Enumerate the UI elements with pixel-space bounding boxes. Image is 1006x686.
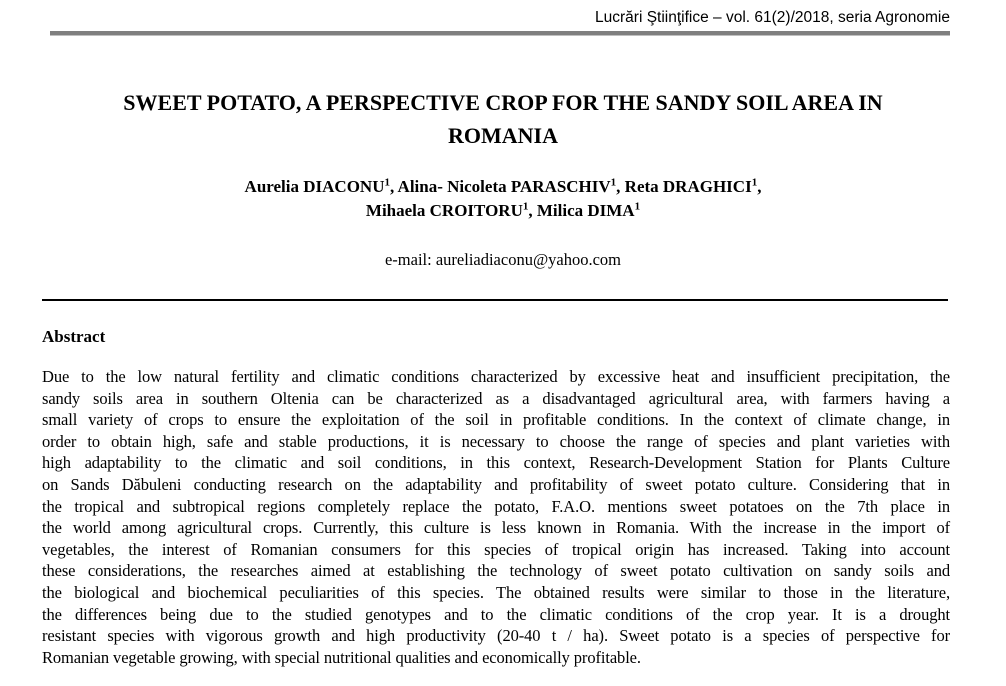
abstract-line: the tropical and subtropical regions completely replace the potato, F.A.O. mentions sweet potatoes on the 7th place in (42, 496, 950, 516)
paper-title (0, 86, 1006, 152)
abstract-line: high adaptability to the climatic and soil conditions, in this context, Research-Development Station for Plants Culture (42, 453, 950, 473)
abstract-line: small variety of crops to ensure the exploitation of the soil in profitable conditions. In the context of climate change, in (42, 410, 950, 430)
authors-block (0, 175, 1006, 223)
paper-title-line: SWEET POTATO, A PERSPECTIVE CROP FOR THE SANDY SOIL AREA IN (123, 90, 883, 115)
abstract-line: the world among agricultural crops. Currently, this culture is less known in Romania. With the increase in the import of (42, 518, 950, 538)
abstract-line: the biological and biochemical peculiarities of this species. The obtained results were similar to those in the literature, (42, 582, 950, 602)
abstract-line: on Sands Dăbuleni conducting research on the adaptability and profitability of sweet potato culture. Considering that in (42, 474, 950, 494)
author-separator: , (757, 177, 762, 196)
authors-line-2 (0, 199, 1006, 223)
abstract-line: Romanian vegetable growing, with special nutritional qualities and economically profitable. (42, 647, 641, 667)
author-name: Reta DRAGHICI (624, 177, 752, 196)
author-name: Alina- Nicoleta PARASCHIV (397, 177, 611, 196)
author-name: Milica DIMA (536, 201, 635, 220)
author-name: Mihaela CROITORU (365, 201, 523, 220)
paper-title-line: ROMANIA (448, 123, 558, 148)
author-affiliation-sup: 1 (610, 176, 617, 189)
author-affiliation-sup: 1 (634, 200, 641, 213)
abstract-line: the differences being due to the studied genotypes and to the climatic conditions of the crop year. It is a drought (42, 604, 950, 624)
section-divider (42, 299, 948, 301)
abstract-line: Due to the low natural fertility and climatic conditions characterized by excessive heat and insufficient precipitation, the (42, 367, 950, 386)
author-affiliation-sup: 1 (751, 176, 758, 189)
author-separator: , (616, 177, 625, 196)
authors-line-1 (0, 175, 1006, 199)
header-rule (50, 31, 950, 36)
abstract-line: order to obtain high, safe and stable productions, it is necessary to choose the range of species and plant varieties with (42, 431, 950, 451)
email-line: e-mail: aureliadiaconu@yahoo.com (384, 250, 622, 269)
abstract-line: vegetables, the interest of Romanian consumers for this species of tropical origin has increased. Taking into account (42, 539, 950, 559)
abstract-body (42, 366, 950, 668)
abstract-line: resistant species with vigorous growth and high productivity (20-40 t / ha). Sweet potato is a species of perspective for (42, 626, 950, 646)
author-separator: , (389, 177, 398, 196)
abstract-line: sandy soils area in southern Oltenia can be characterized as a disadvantaged agricultural area, with farmers having a (42, 388, 950, 408)
journal-header: Lucrări Ştiinţifice – vol. 61(2)/2018, seria Agronomie (595, 9, 950, 26)
abstract-heading: Abstract (42, 327, 106, 346)
author-affiliation-sup: 1 (522, 200, 529, 213)
author-affiliation-sup: 1 (384, 176, 390, 189)
author-name: Aurelia DIACONU (244, 177, 385, 196)
abstract-line: these considerations, the researches aimed at establishing the technology of sweet potato cultivation on sandy soils and (42, 561, 950, 581)
author-separator: , (528, 201, 537, 220)
